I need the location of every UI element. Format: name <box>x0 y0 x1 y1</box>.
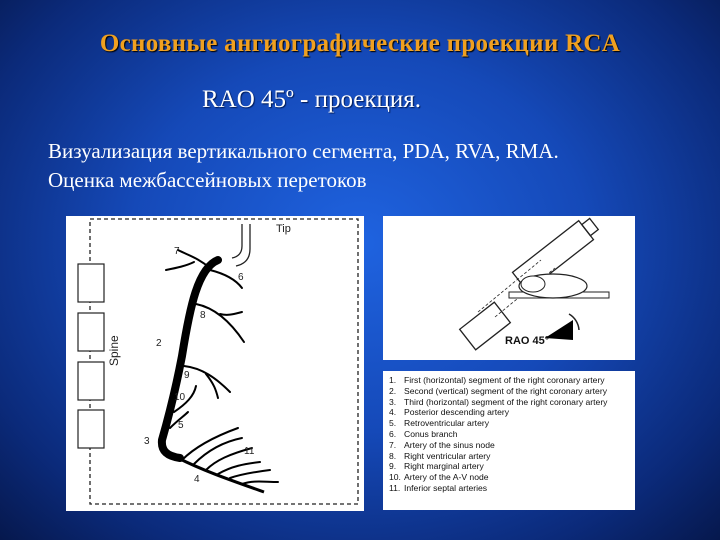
xray-tube <box>460 302 511 350</box>
legend-item: 5. Retroventricular artery <box>389 418 490 429</box>
catheter <box>232 224 250 266</box>
projection-label: RAO 45° <box>505 335 550 347</box>
segment-label: 4 <box>194 474 200 485</box>
segment-label: 8 <box>200 310 206 321</box>
slide-subtitle: RAO 45º - проекция. <box>202 86 422 113</box>
legend-item: 9. Right marginal artery <box>389 461 484 472</box>
legend-item: 7. Artery of the sinus node <box>389 439 495 450</box>
legend-item: 3. Third (horizontal) segment of the right coronary artery <box>389 396 608 407</box>
description-line: Оценка межбассейновых перетоков <box>48 168 367 192</box>
legend-item: 6. Conus branch <box>389 428 458 439</box>
segment-label: 7 <box>174 246 180 257</box>
legend-item: 4. Posterior descending artery <box>389 407 510 418</box>
projection-schematic <box>383 216 635 360</box>
legend-item: 1. First (horizontal) segment of the right coronary artery <box>389 375 605 385</box>
legend-item: 2. Second (vertical) segment of the right coronary artery <box>389 385 607 396</box>
legend-panel <box>383 371 635 510</box>
slide-title: Основные ангиографические проекции RCA <box>99 30 621 57</box>
angle-indicator <box>545 320 573 340</box>
tip-label: Tip <box>276 223 291 235</box>
projection-panel <box>383 216 635 360</box>
legend-item: 8. Right ventricular artery <box>389 450 491 461</box>
heart-outline <box>90 219 358 504</box>
rca-diagram <box>66 216 364 511</box>
legend-item: 10. Artery of the A-V node <box>389 472 489 483</box>
segment-label: 9 <box>184 370 190 381</box>
slide-description <box>48 137 559 195</box>
segment-label: 11 <box>244 446 255 457</box>
segment-label: 5 <box>178 420 184 431</box>
spine-vertebrae <box>78 264 104 448</box>
segment-label: 2 <box>156 338 162 349</box>
legend-item: 11. Inferior septal arteries <box>389 482 488 493</box>
segment-label: 10 <box>174 392 186 403</box>
rca-diagram-panel <box>66 216 364 511</box>
segment-label: 6 <box>238 272 244 283</box>
patient-head <box>521 276 545 292</box>
spine-label: Spine <box>107 335 121 366</box>
segment-label: 3 <box>144 436 150 447</box>
legend-list <box>383 371 635 494</box>
description-line: Визуализация вертикального сегмента, PDA, RVA, RMA. <box>48 139 559 163</box>
